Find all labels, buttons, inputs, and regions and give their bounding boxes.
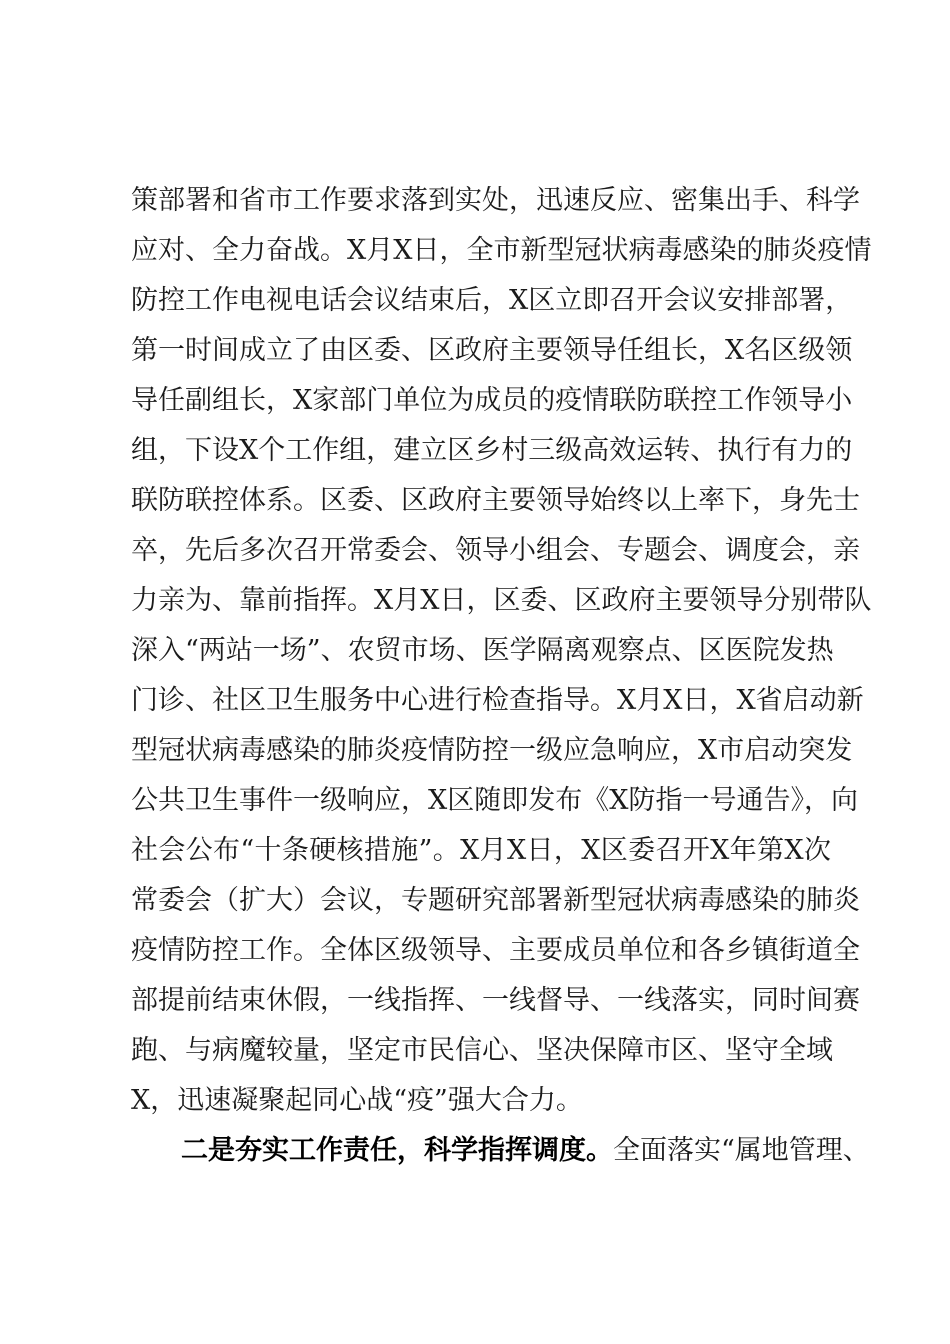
paragraph2-heading: 二是夯实工作责任，科学指挥调度。: [181, 1135, 613, 1166]
paragraph-line: 型冠状病毒感染的肺炎疫情防控一级应急响应，X市启动突发: [131, 735, 853, 766]
paragraph-line: 联防联控体系。区委、区政府主要领导始终以上率下，身先士: [131, 485, 860, 516]
paragraph-line: 组，下设X个工作组，建立区乡村三级高效运转、执行有力的: [131, 435, 853, 466]
paragraph-line: 防控工作电视电话会议结束后，X区立即召开会议安排部署，: [131, 285, 853, 316]
paragraph-line: 应对、全力奋战。X月X日，全市新型冠状病毒感染的肺炎疫情: [131, 235, 872, 266]
paragraph2-text: 全面落实“属地管理、: [613, 1135, 870, 1166]
paragraph-line: 卒，先后多次召开常委会、领导小组会、专题会、调度会，亲: [131, 535, 860, 566]
paragraph-line: 深入“两站一场”、农贸市场、医学隔离观察点、区医院发热: [131, 635, 834, 666]
paragraph-line: 力亲为、靠前指挥。X月X日，区委、区政府主要领导分别带队: [131, 585, 872, 616]
paragraph-line: 公共卫生事件一级响应，X区随即发布《X防指一号通告》，向: [131, 785, 858, 816]
paragraph2-first-line: [181, 1131, 870, 1171]
paragraph-line: 社会公布“十条硬核措施”。X月X日，X区委召开X年第X次: [131, 835, 831, 866]
paragraph-line: 常委会（扩大）会议，专题研究部署新型冠状病毒感染的肺炎: [131, 885, 860, 916]
paragraph-line: 策部署和省市工作要求落到实处，迅速反应、密集出手、科学: [131, 185, 860, 216]
paragraph-line: 门诊、社区卫生服务中心进行检查指导。X月X日，X省启动新: [131, 685, 864, 716]
paragraph-line: 疫情防控工作。全体区级领导、主要成员单位和各乡镇街道全: [131, 935, 860, 966]
paragraph-line-last: X，迅速凝聚起同心战“疫”强大合力。: [131, 1085, 583, 1116]
paragraph-line: 部提前结束休假，一线指挥、一线督导、一线落实，同时间赛: [131, 985, 860, 1016]
paragraph-line: 导任副组长，X家部门单位为成员的疫情联防联控工作领导小: [131, 385, 853, 416]
paragraph-line: 第一时间成立了由区委、区政府主要领导任组长，X名区级领: [131, 335, 853, 366]
paragraph-line: 跑、与病魔较量，坚定市民信心、坚决保障市区、坚守全域: [131, 1035, 833, 1066]
